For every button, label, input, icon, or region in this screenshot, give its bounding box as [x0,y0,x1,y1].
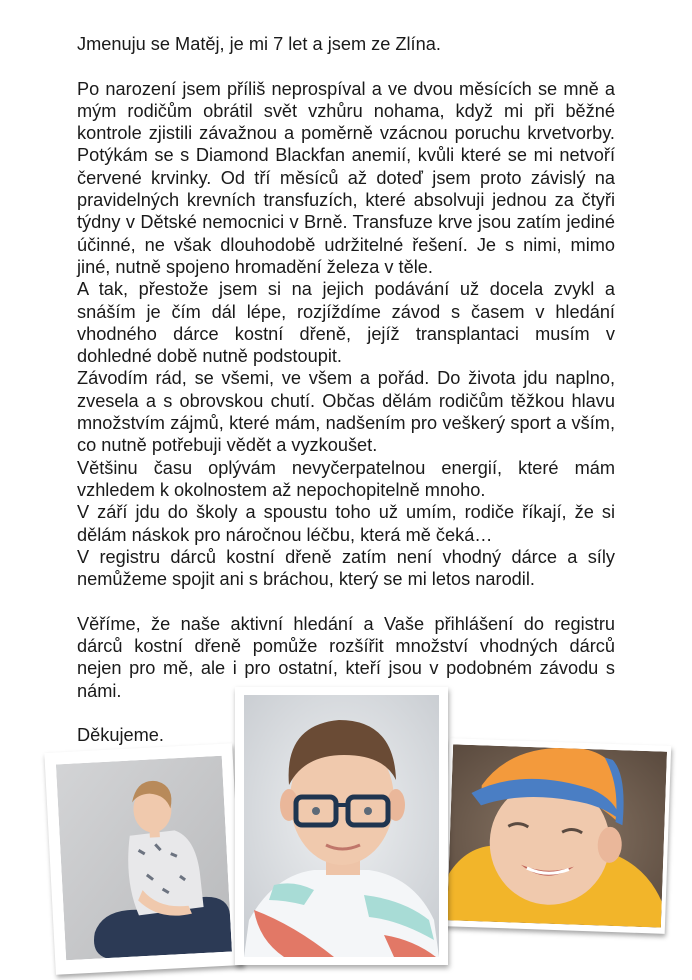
letter-text [77,33,615,747]
photo-boy-glasses-image [244,695,439,957]
intro-line: Jmenuju se Matěj, je mi 7 let a jsem ze Zlína. [77,34,441,54]
paragraph-appeal: Věříme, že naše aktivní hledání a Vaše přihlášení do registru dárců kostní dřeně pomůže rozšířit množství vhodných dárců nejen pro mě, ale i pro ostatní, kteří jsou v podobném závodu s námi. [77,613,615,701]
paragraph-diagnosis: Po narození jsem příliš neprospíval a ve dvou měsících se mně a mým rodičům obrátil svět vzhůru nohama, když mi při běžné kontrole zjistili závažnou a poměrně vzácnou poruchu krvetvorby. Potýkám se s Diamond Blackfan anemií, kvůli které se mi netvoří červené krvinky. Od tří měsíců až doteď jsem proto závislý na pravidelných krevních transfuzích, které absolvuji jednou za čtyři týdny v Dětské nemocnici v Brně. Transfuze krve jsou zatím jediné účinné, ne však dlouhodobě udržitelné řešení. Je s nimi, mimo jiné, nutně spojeno hromadění železa v těle. [77,78,615,277]
photo-boy-cap-image [447,744,667,927]
paragraph-school: V září jdu do školy a spoustu toho už umím, rodiče říkají, že si dělám náskok pro náročnou léčbu, která mě čeká… [77,502,615,545]
paragraph-energy: Většinu času oplývám nevyčerpatelnou energií, které mám vzhledem k okolnostem až nepochopitelně mnoho. [77,457,615,500]
paragraph-personality: Závodím rád, se všemi, ve všem a pořád. Do života jdu naplno, zvesela a s obrovskou chutí. Občas dělám rodičům těžkou hlavu množstvím zájmů, které mám, nadšením pro veškerý sport a vším, co nutně potřebuji vědět a vyzkoušet. [77,368,615,456]
photo-boy-sitting-image [56,756,232,960]
paragraph-donor-search: A tak, přestože jsem si na jejich podávání už docela zvykl a snáším je čím dál lépe, rozjíždíme závod s časem v hledání vhodného dárce kostní dřeně, jejíž transplantaci musím v dohledné době nutně podstoupit. [77,279,615,367]
closing-thanks: Děkujeme. [77,725,164,746]
photo-boy-sitting [44,743,243,975]
photo-boy-glasses [235,687,448,965]
paragraph-registry: V registru dárců kostní dřeně zatím není vhodný dárce a síly nemůžeme spojit ani s bráchou, který se mi letos narodil. [77,546,615,590]
photo-boy-cap [443,738,671,934]
